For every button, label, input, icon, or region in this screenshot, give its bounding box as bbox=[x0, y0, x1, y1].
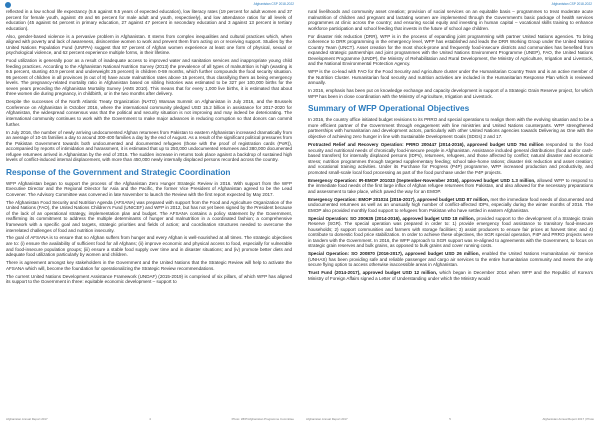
operation-lead: Special Operation: SO 200870 (2016-2017), approved budget USD 26 million, bbox=[308, 251, 480, 257]
page-footer bbox=[300, 416, 600, 422]
paragraph: The goal of AFSANA is to ensure that no Afghan suffers from hunger and every Afghan is well-nourished at all times. The strategic objectives are to: (i) ensure the availability of sufficient food for all Afghans; (ii) improve economic and physical access to food, especially for vulnerable and food-insecure population groups; (iii) ensure a stable food supply over time and in disaster situations; and (iv) promote better diets and adequate food utilization particularly by women and children. bbox=[6, 235, 292, 258]
paragraph: Also, gender-based violence is a pervasive problem in Afghanistan. It stems from complex inequalities and cultural practices which, when aligned with poverty and lack of awareness, disincentive women to work and prevent them from acting on or receiving support. Studies by the United Nations Population Fund (UNFPA) suggest that 87 percent of Afghan women experience at least one form of physical, sexual or psychological violence, and 62 percent experience multiple forms, in their lifetime. bbox=[6, 33, 292, 56]
paragraph: WFP Afghanistan began to support the process of the Afghanistan Zero Hunger Strategic Review in 2016. With support from the WFP Executive Director and the Regional Director for Asia and the Pacific, the former Vice President of Afghanistan agreed to be the Lead Convener. The Advisory Committee was convened in late November to launch the Review with the first report expected by May 2017. bbox=[6, 180, 292, 197]
page-number: 4 bbox=[149, 417, 151, 421]
operation-paragraph bbox=[308, 142, 593, 175]
section-heading: Summary of WFP Operational Objectives bbox=[308, 103, 470, 114]
operation-lead: Emergency Operation: IR-EMOP 201033 (September-November 2016), approved budget USD 1.3 million, bbox=[308, 177, 536, 183]
paragraph: Despite the successes of the North Atlantic Treaty Organization (NATO) Warsaw Summit on Afghanistan in July 2016, and the Brussels Conference on Afghanistan in October 2016, where the international community pledged USD 15.2 billion in assistance for 2017-2020 for Afghanistan, the widespread consensus was that the political and security situation is not improving and may indeed be deteriorating. The international community continues to work with the Government to make major advances in reducing corruption so that donors can commit further. bbox=[6, 99, 292, 127]
paragraph: rural livelihoods and community asset creation; provision of social services on an equitable basis – programmes to treat moderate acute malnutrition of children and pregnant and lactating women are implemented through the Government's basic package of health services programmes at clinic across the country; and ensuring social equity and investing in human capital – vocational skills training to enhance workforce participation and school feeding that invests in the future of school age children. bbox=[308, 9, 593, 31]
page-footer bbox=[0, 416, 300, 422]
left-column bbox=[6, 9, 292, 287]
operation-text: provided support to the development of a Strategic Grain Reserve (SGR). The special operation was prepared in order to: 1) provide emergency food assistance to transitory food-insecure households; 2) support communities and farmers with storage facilities; 3) assist producers to ensure fair prices at harvest time; and 4) contribute to domestic food price stabilization. In order to achieve these objectives, the SGR special operation, P4P and PRRO projects were in tandem with the Government. In 2016, the WFP approach to SGR support was re-aligned to agreements with the Government, to focus on strategic grain reserves and bulk grains, as opposed to bulk grains and cover running costs. bbox=[308, 215, 594, 249]
page-number: 5 bbox=[449, 417, 451, 421]
paragraph: In July 2016, the number of newly arriving undocumented Afghan returnees from Pakistan to eastern Afghanistan increased dramatically from an average of 10-15 families a day to around 300-400 families a day by the end of August. As a result of the significant political pressures from the Pakistan Government towards both undocumented and documented refugees (those with the proof of registration cards (PoR)), accompanied by reports of intimidation and harassment, it is estimated that up to 250,000 undocumented returnees and 380,000 documented refugee returnees arrived in Afghanistan by the end of 2016. The sudden increase in returns took place against a backdrop of sustained high levels of conflict-induced internal displacement, with more than 450,000 newly internally displaced persons recorded across the country. bbox=[6, 129, 292, 163]
footer-right: Photo: WFP/Afghanistan Programme Committee bbox=[231, 417, 294, 421]
operation-paragraph bbox=[308, 178, 593, 195]
wfp-logo bbox=[5, 2, 11, 8]
paragraph: In 2016, emphasis has been put on knowledge exchange and capacity development in support of a Strategic Grain Reserve project, for which WFP has been in close coordination with the Ministry of Agriculture, Irrigation and Livestock. bbox=[308, 88, 593, 99]
right-column bbox=[308, 9, 593, 284]
paragraph: Food utilization is generally poor as a result of inadequate access to improved water and sanitation services and inappropriate young child feeding practices. According to the Afghanistan National Nutrition Survey (2013) the prevalence of all types of malnutrition is high (wasting is 9.5 percent, stunting 40.9 percent and underweight 25 percent) in children 0-59 months, which further compounds the food security situation. 95 percent of children in all provinces (6 out of 8) have acute malnutrition rates above 15 percent, thus classifying them as being emergency levels. The pregnancy-related mortality ratio in Afghanistan based on sibling histories was estimated to be 327 per 100,000 births for the seven years preceding the Afghanistan Mortality Survey (AMS 2010). This means that for every 1,000 live births, it is estimated that about three women die during pregnancy, in childbirth, or in the two months after delivery. bbox=[6, 58, 292, 97]
operation-paragraph bbox=[308, 270, 593, 281]
footer-left: Afghanistan Annual Report 2017 bbox=[6, 417, 48, 421]
operation-text: responded to the food security and nutritional needs of chronically food-insecure people in Afghanistan. Assistance included general distributions (food and/or cash-based transfers) for internally displaced persons (IDPs), returnees, refugees, and those affected by conflict; natural disaster and economic stress; nutrition programmes through targeted supplementary feeding; school take-home rations; disaster risk reduction and asset creation; and vocational training activities. Under its Purchase for Progress (P4P) programme, WFP increased production and productivity, and promoted small-scale local food processing as part of the food purchase under the P4P projects. bbox=[308, 141, 593, 175]
running-head: Afghanistan CSP 2018-2022 bbox=[253, 2, 294, 6]
paragraph: For disaster risk reduction (DRR), WFP is in the process of expanding joint programming with partner United Nations agencies. To bring coherence to DRR programming in the emergency level, WFP has established and leads the DRR Working Group under the United Nations Country Team (UNCT). Asset creation for the most shock-prone and frequently food-insecure districts and communities has benefited from expanded strategic partnerships and joint programmes with the United Nations Environment Programme (UNEP), FAO, the United Nations Development Programme (UNDP), the Ministry of Rehabilitation and Rural Development, the Ministry of Agriculture, Irrigation and Livestock, and the National Environmental Protection Agency. bbox=[308, 33, 593, 67]
operation-text: which began in December 2014 when WFP and the Republic of Korea's Ministry of Foreign Affairs signed a Letter of Understanding under which the Ministry would bbox=[308, 270, 594, 281]
operation-text: allowed WFP to respond to the immediate food needs of the first large influx of Afghan refugee returnees from Pakistan, and also allowed for the necessary preparations and assessment to take place, which paved the way for an EMOP. bbox=[308, 177, 593, 194]
paragraph: reflected in a low school life expectancy (5.6 against 9.5 years of expected education), low literacy rates (19 percent for adult women and 37 percent for female youth, against 49 and 66 percent for male adult and youth, respectively), and low attendance ratios for all levels of education (45 against 64 percent in primary education, 27 against 47 percent in secondary education and 3 against 13 percent in tertiary education). bbox=[6, 9, 292, 31]
footer-left: Afghanistan Annual Report 2017 bbox=[306, 417, 348, 421]
paragraph: There is agreement amongst key stakeholders in the Government and the United Nations that the Strategic Review will help to activate the AFSANA which will, become the foundation for operationalizing the Strategic Review recommendations. bbox=[6, 260, 292, 271]
operation-lead: Trust Fund (2014-2017), approved budget USD 12 million, bbox=[308, 270, 438, 276]
operation-text: met the immediate food needs of documented and undocumented returnees as well as an unusually high number of conflict-affected IDPs, especially during the winter months of 2016. The EMOP also provided monthly food support to refugees from Pakistan who have settled in eastern Afghanistan. bbox=[308, 196, 594, 213]
operation-text: enabled the United Nations Humanitarian Air Service (UNHAS) has been providing safe and reliable passenger and cargo air services to the entire humanitarian community and meets the only secure flying option to access otherwise inaccessible areas in Afghanistan. bbox=[308, 251, 594, 268]
paragraph: The Afghanistan Food Security and Nutrition Agenda (AFSANA) was prepared with support from the Food and Agriculture Organization of the United Nations (FAO), the United Nations Children's Fund (UNICEF) and WFP in 2012, but has not yet been signed by the President because of the lack of an operational strategy, implementation plan and budget. The AFSANA contains a policy statement by the Government, reaffirming its commitment to address the multiple determinants of hunger and malnutrition in a coordinated fashion; a comprehensive framework with a specific goal and targets, strategic priorities and fields of action; and coordination structures needed to overcome the interrelated challenges of food and nutrition insecurity. bbox=[6, 199, 292, 233]
section-heading: Response of the Government and Strategic Coordination bbox=[6, 166, 231, 177]
operation-paragraph bbox=[308, 216, 593, 249]
footer-right: Afghanistan Annual Report 2017 | Photo bbox=[542, 417, 594, 421]
operation-lead: Protracted Relief and Recovery Operation: PRRO 200447 (2014-2016), approved budget USD 764 million bbox=[308, 141, 544, 147]
operation-paragraph bbox=[308, 251, 593, 268]
operation-paragraph bbox=[308, 197, 593, 214]
paragraph: In 2016, the country office initiated budget revisions to its PRRO and special operations to realign them with the evolving situation and to be a more efficient partner of the Government through engagement with line ministries and United Nations counterparts. WFP strengthened partnerships with humanitarian and development actors, particularly with other United Nations agencies towards Delivering as One with the objective of achieving zero hunger in line with Sustainable Development Goals (SDGs) 2 and 17. bbox=[308, 117, 593, 140]
running-head: Afghanistan CSP 2018-2022 bbox=[551, 2, 592, 6]
operation-lead: Emergency Operation: EMOP 201024 (2016-2017), approved budget USD 87 million, bbox=[308, 196, 490, 202]
right-page bbox=[300, 0, 600, 424]
operation-lead: Special Operation: SO 200635 (2014-2016), approved budget USD 18 million, bbox=[308, 215, 475, 221]
paragraph: The current United Nations Development Assistance Framework (UNDAF) (2015-2019) is comprised of six pillars, of which WFP has aligned its support to the Government in three: equitable economic development – support to bbox=[6, 273, 292, 285]
paragraph: WFP is the co-lead with FAO for the Food Security and Agriculture cluster under the Humanitarian Country Team and is an active member of the Nutrition Cluster. Humanitarian food security and nutrition activities are included in the Humanitarian Response Plan which is reviewed annually. bbox=[308, 69, 593, 86]
